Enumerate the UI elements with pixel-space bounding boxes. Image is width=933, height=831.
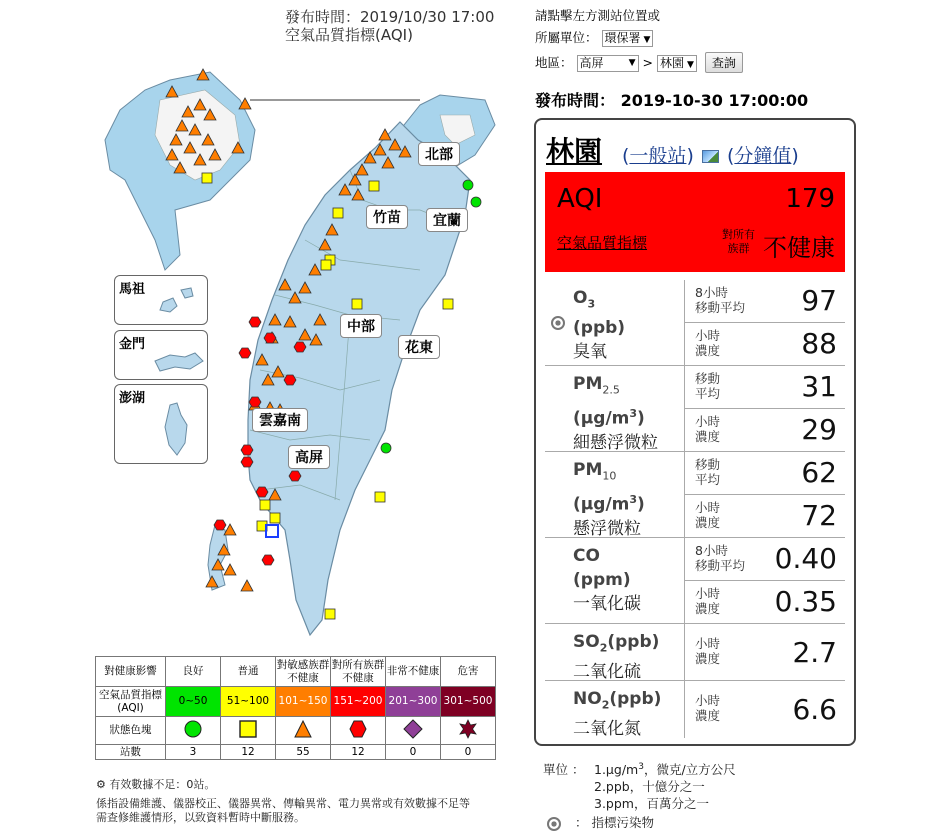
- desc-line: 平均: [695, 472, 721, 487]
- units-label: 單位 ：: [543, 762, 585, 777]
- taiwan-aqi-map[interactable]: [100, 60, 540, 650]
- pollutant-sub-row: [684, 452, 845, 495]
- desc-line: 小時: [695, 414, 721, 429]
- desc-line: 濃度: [695, 708, 721, 723]
- wrench-icon: ⚙: [96, 778, 106, 791]
- legend-level-name: 非常不健康: [386, 657, 441, 687]
- legend-level-name: 良好: [166, 657, 221, 687]
- station-marker-square[interactable]: [443, 299, 453, 309]
- indicator-note-text: ： 指標污染物: [574, 815, 654, 830]
- pollutant-unit: (μg/m: [573, 495, 630, 516]
- pollutant-row-pm25: [545, 366, 845, 452]
- legend-range-good: 0~50: [166, 687, 221, 717]
- aqi-label: AQI: [557, 184, 603, 214]
- legend-count: 0: [441, 745, 496, 760]
- indicator-pollutant-icon: [547, 817, 561, 831]
- pollutant-value: 0.35: [774, 585, 837, 618]
- units-line-1-end: ，微克/立方公尺: [643, 762, 736, 777]
- units-line-3: 3.ppm，百萬分之一: [594, 796, 709, 811]
- click-hint: 請點擊左方測站位置或: [535, 8, 661, 23]
- legend-level-name: 普通: [221, 657, 276, 687]
- indicator-note: [547, 813, 654, 831]
- pollutant-subscript: 2.5: [602, 383, 620, 397]
- inset-penghu[interactable]: [114, 384, 208, 464]
- desc-line: 小時: [695, 636, 721, 651]
- region-label-yunchianan[interactable]: 雲嘉南: [252, 408, 308, 432]
- paren-open: (: [622, 145, 630, 167]
- unit-label: 所屬單位：: [535, 30, 598, 45]
- maintenance-note-1: 係指設備維護、儀器校正、儀器異常、傳輸異常、電力異常或有效數據不足等: [96, 797, 470, 810]
- pollutant-cn: 一氧化碳: [573, 594, 641, 614]
- pollutant-sub-row: [684, 538, 845, 581]
- desc-line: 小時: [695, 500, 721, 515]
- desc-line: 小時: [695, 328, 721, 343]
- pollutant-row-pm10: [545, 452, 845, 538]
- pollutant-value: 31: [801, 370, 837, 403]
- query-button[interactable]: 查詢: [705, 52, 743, 73]
- legend-level-name: 對敏感族群不健康: [276, 657, 331, 687]
- desc-line: 移動: [695, 371, 721, 386]
- station-marker-hexagon[interactable]: [239, 348, 251, 358]
- unit-end: ): [637, 409, 645, 430]
- desc-line: 移動平均: [695, 300, 746, 315]
- station-marker-square[interactable]: [270, 513, 280, 523]
- inset-matsu[interactable]: [114, 275, 208, 325]
- pollutant-symbol: NO: [573, 689, 602, 709]
- station-marker-square[interactable]: [260, 500, 270, 510]
- pollutant-name: [573, 544, 641, 616]
- station-marker-hexagon[interactable]: [241, 445, 253, 455]
- pollutant-value: 97: [801, 284, 837, 317]
- pollutant-symbol: CO: [573, 546, 600, 566]
- pollutant-name: [573, 458, 645, 541]
- pollutant-sub-row: [684, 624, 845, 681]
- station-marker-square[interactable]: [321, 260, 331, 270]
- pollutant-sub-row: [684, 323, 845, 366]
- legend-count: 3: [166, 745, 221, 760]
- county-select-value: 高屏: [579, 56, 604, 70]
- invalid-data-note: [96, 776, 215, 792]
- region-label-central[interactable]: 中部: [340, 314, 382, 338]
- station-marker-hexagon[interactable]: [284, 375, 296, 385]
- legend-diamond-icon: [386, 717, 441, 745]
- pollutant-sub-row: [684, 366, 845, 409]
- area-row: [535, 52, 743, 73]
- pollutant-symbol: O: [573, 288, 588, 308]
- pollutant-name: [573, 630, 659, 684]
- station-select-value: 林園: [659, 56, 684, 70]
- units-superscript: 3: [638, 761, 644, 772]
- desc-line: 濃度: [695, 601, 721, 616]
- station-links: [622, 141, 799, 168]
- station-marker-square[interactable]: [375, 492, 385, 502]
- desc-line: 8小時: [695, 543, 728, 558]
- aqi-category: 不健康: [763, 234, 835, 262]
- publish-time-header: 發布時間：2019/10/30 17:00: [285, 8, 495, 26]
- pollutant-cn: 細懸浮微粒: [573, 433, 658, 454]
- county-select[interactable]: [577, 55, 639, 72]
- unit-superscript: 3: [629, 493, 638, 507]
- inset-title-penghu: 澎湖: [119, 391, 146, 406]
- station-name: 林園: [546, 135, 603, 168]
- invalid-data-text: 有效數據不足：0站。: [109, 778, 216, 791]
- selected-station-marker[interactable]: [266, 525, 278, 537]
- area-separator: >: [642, 55, 653, 70]
- aqi-group-line: 族群: [727, 242, 750, 255]
- desc-line: 移動: [695, 457, 721, 472]
- pollutant-value: 62: [801, 456, 837, 489]
- pollutant-sub-row: [684, 581, 845, 624]
- inset-kinmen[interactable]: [114, 330, 208, 380]
- pollutant-value: 88: [801, 327, 837, 360]
- station-marker-hexagon[interactable]: [241, 457, 253, 467]
- pollutant-row-o3: [545, 280, 845, 366]
- station-marker-square[interactable]: [202, 173, 212, 183]
- station-marker-square[interactable]: [333, 208, 343, 218]
- pollutant-unit: (ppb): [609, 689, 662, 709]
- region-label-huadong[interactable]: 花東: [398, 335, 440, 359]
- station-marker-square[interactable]: [325, 609, 335, 619]
- pollutant-symbol: SO: [573, 632, 600, 652]
- station-marker-hexagon[interactable]: [256, 487, 268, 497]
- pollutant-cn: 二氧化氮: [573, 719, 641, 740]
- legend-range-sensitive: 101~150: [276, 687, 331, 717]
- desc-line: 濃度: [695, 651, 721, 666]
- aqi-legend-table: [95, 656, 496, 760]
- desc-line: 平均: [695, 386, 721, 401]
- pollutant-sub-row: [684, 681, 845, 738]
- legend-count: 12: [221, 745, 276, 760]
- maintenance-note-2: 需查修維護情形，以致資料暫時中斷服務。: [96, 811, 305, 824]
- pollutant-subscript: 10: [602, 469, 617, 483]
- station-marker-triangle[interactable]: [241, 580, 253, 591]
- pollutant-name: [573, 286, 625, 364]
- legend-count: 0: [386, 745, 441, 760]
- pollutant-name: [573, 372, 658, 455]
- region-label-yilan[interactable]: 宜蘭: [426, 208, 468, 232]
- pollutant-unit: (ppm): [573, 570, 631, 590]
- legend-row-label-health: 對健康影響: [96, 657, 166, 687]
- inset-title-matsu: 馬祖: [119, 282, 146, 297]
- legend-row-label-count: 站數: [96, 745, 166, 760]
- legend-triangle-icon: [276, 717, 331, 745]
- station-marker-hexagon[interactable]: [264, 333, 276, 343]
- pollutant-name: [573, 687, 661, 741]
- legend-range-unhealthy: 151~200: [331, 687, 386, 717]
- unit-row: [535, 28, 653, 47]
- unit-select-value: 環保署: [604, 31, 641, 45]
- legend-range-moderate: 51~100: [221, 687, 276, 717]
- aqi-group: [722, 228, 755, 256]
- desc-line: 8小時: [695, 285, 728, 300]
- paren-close: ): [686, 145, 694, 167]
- legend-count: 55: [276, 745, 331, 760]
- pollutant-sub-row: [684, 409, 845, 452]
- legend-range-hazardous: 301~500: [441, 687, 496, 717]
- pollutant-cn: 二氧化硫: [573, 662, 641, 683]
- region-label-kaoping[interactable]: 高屏: [288, 445, 330, 469]
- area-label: 地區：: [535, 55, 573, 70]
- region-label-north[interactable]: 北部: [418, 142, 460, 166]
- legend-range-very-unhealthy: 201~300: [386, 687, 441, 717]
- aqi-status-box: [545, 172, 845, 272]
- legend-circle-icon: [166, 717, 221, 745]
- pollutant-row-co: [545, 538, 845, 624]
- pollutant-value: 0.40: [774, 542, 837, 575]
- station-marker-hexagon[interactable]: [249, 397, 261, 407]
- desc-line: 小時: [695, 586, 721, 601]
- station-marker-circle[interactable]: [381, 443, 391, 453]
- desc-line: 濃度: [695, 343, 721, 358]
- legend-star-icon: [441, 717, 496, 745]
- units-line-1: [594, 760, 736, 778]
- station-marker-hexagon[interactable]: [249, 317, 261, 327]
- pollutant-value: 2.7: [792, 636, 837, 669]
- legend-square-icon: [221, 717, 276, 745]
- pollutant-sub-row: [684, 495, 845, 538]
- station-marker-square[interactable]: [352, 299, 362, 309]
- station-marker-square[interactable]: [369, 181, 379, 191]
- legend-level-name: 危害: [441, 657, 496, 687]
- pollutant-cn: 臭氧: [573, 342, 607, 363]
- aqi-sub-link[interactable]: 空氣品質指標: [557, 234, 648, 252]
- station-marker-hexagon[interactable]: [214, 520, 226, 530]
- station-marker-hexagon[interactable]: [289, 471, 301, 481]
- region-label-hsinchu-miaoli[interactable]: 竹苗: [366, 205, 408, 229]
- legend-level-name: 對所有族群不健康: [331, 657, 386, 687]
- desc-line: 移動平均: [695, 558, 746, 573]
- pollutant-row-no2: [545, 681, 845, 738]
- legend-count: 12: [331, 745, 386, 760]
- aqi-value: 179: [785, 184, 835, 214]
- station-marker-triangle[interactable]: [224, 564, 236, 575]
- pollutant-value: 6.6: [792, 693, 837, 726]
- station-select[interactable]: [657, 55, 697, 72]
- unit-select[interactable]: [602, 30, 654, 47]
- units-line-1-text: 1.μg/m: [594, 762, 639, 777]
- legend-row-label-icon: 狀態色塊: [96, 717, 166, 745]
- dropdown-arrow-icon: ▼: [643, 35, 651, 45]
- pollutant-symbol: PM: [573, 460, 603, 480]
- pollutant-subscript: 2: [599, 641, 608, 655]
- paren-open: (: [726, 145, 735, 167]
- pollutant-subscript: 3: [587, 297, 596, 311]
- desc-line: 濃度: [695, 429, 721, 444]
- indicator-pollutant-icon: [551, 316, 565, 330]
- unit-superscript: 3: [629, 407, 638, 421]
- pollutant-sub-row: [684, 280, 845, 323]
- desc-line: 濃度: [695, 515, 721, 530]
- legend-hexagon-icon: [331, 717, 386, 745]
- dropdown-arrow-icon: ▼: [686, 60, 694, 70]
- pollutant-unit: (ppb): [607, 632, 660, 652]
- minute-value-link[interactable]: 分鐘值: [734, 145, 792, 167]
- publish-time-full: 發布時間： 2019-10-30 17:00:00: [535, 91, 809, 110]
- desc-line: 小時: [695, 693, 721, 708]
- pollutant-subscript: 2: [601, 698, 610, 712]
- image-icon[interactable]: [702, 150, 719, 163]
- station-marker-circle[interactable]: [471, 197, 481, 207]
- pollutant-value: 72: [801, 499, 837, 532]
- pollutant-cn: 懸浮微粒: [573, 519, 641, 540]
- aqi-group-line: 對所有: [722, 228, 755, 241]
- pollutant-symbol: PM: [573, 374, 603, 394]
- pollutant-row-so2: [545, 624, 845, 681]
- station-marker-circle[interactable]: [463, 180, 473, 190]
- units-line-2: 2.ppb，十億分之一: [594, 779, 705, 794]
- pollutant-value: 29: [801, 413, 837, 446]
- map-subtitle: 空氣品質指標(AQI): [285, 26, 413, 44]
- pollutant-unit: (μg/m: [573, 409, 630, 430]
- station-card: [534, 118, 856, 746]
- station-marker-hexagon[interactable]: [294, 342, 306, 352]
- dropdown-arrow-icon: ▼: [628, 58, 636, 68]
- station-type-link[interactable]: 一般站: [629, 145, 687, 167]
- paren-close: ): [791, 145, 799, 167]
- station-marker-hexagon[interactable]: [262, 555, 274, 565]
- unit-end: ): [637, 495, 645, 516]
- inset-title-kinmen: 金門: [119, 337, 146, 352]
- pollutant-unit: (ppb): [573, 318, 626, 339]
- legend-row-label-aqi: 空氣品質指標(AQI): [96, 687, 166, 717]
